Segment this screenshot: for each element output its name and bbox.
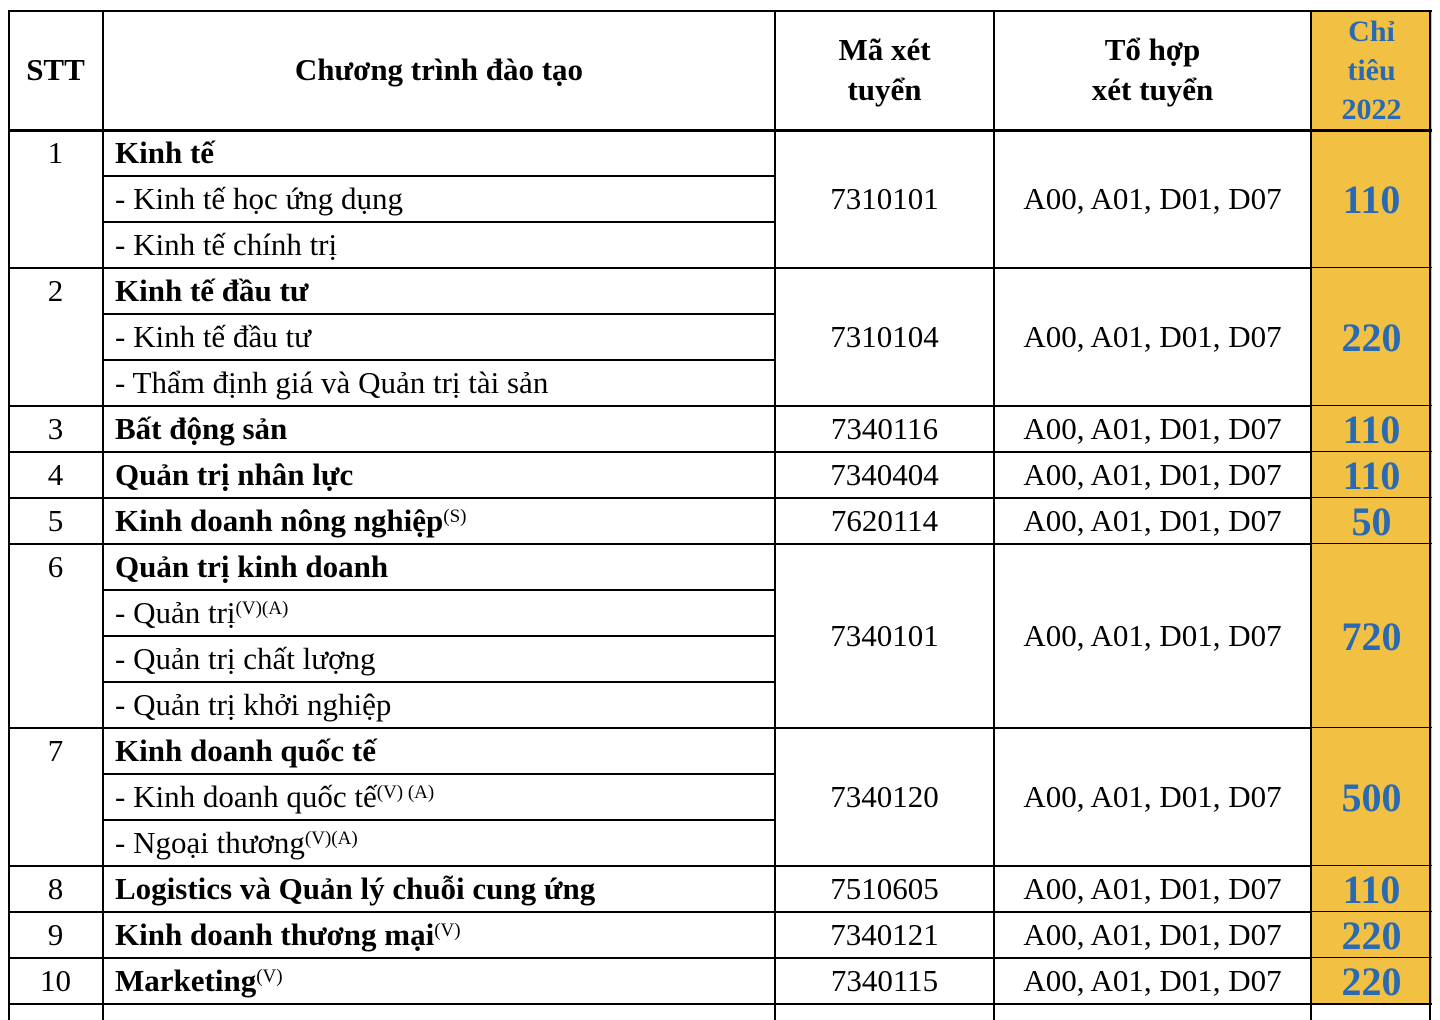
- program-name: Kinh doanh thương mại $^{(V)}$: [115, 917, 461, 952]
- row-stt: 6: [47, 549, 64, 584]
- program-text: - Quản trị khởi nghiệp: [115, 687, 392, 722]
- program-text: - Thẩm định giá và Quản trị tài sản: [115, 365, 549, 400]
- program-text: - Kinh tế chính trị: [115, 227, 338, 262]
- quota-value: 220: [1311, 958, 1432, 1004]
- program-row-divider: [103, 175, 775, 177]
- program-subitem: [103, 176, 775, 222]
- subject-combination: A00, A01, D01, D07: [1023, 319, 1282, 354]
- subject-combination: A00, A01, D01, D07: [1023, 181, 1282, 216]
- row-stt: 10: [40, 963, 71, 998]
- header-quota: [1311, 10, 1432, 130]
- header-program: [103, 10, 775, 130]
- header-quota-line2: tiêu: [1347, 53, 1396, 87]
- admission-code: 7340101: [830, 618, 939, 653]
- column-divider: [1429, 10, 1431, 1020]
- row-stt: 8: [47, 871, 64, 906]
- program-name: [103, 406, 775, 452]
- program-subitem: [103, 222, 775, 268]
- subject-combination: A00, A01, D01, D07: [1023, 457, 1282, 492]
- quota-value: 500: [1311, 728, 1432, 866]
- header-quota-line1: Chỉ: [1348, 14, 1395, 48]
- program-text: Kinh doanh quốc tế: [115, 733, 377, 768]
- column-divider: [102, 10, 104, 1020]
- program-text: Bất động sản: [115, 411, 288, 446]
- program-name: [103, 268, 775, 314]
- program-name: [103, 728, 775, 774]
- program-text: Kinh doanh thương mại: [115, 917, 435, 952]
- header-code: [775, 10, 994, 130]
- header-stt: [8, 10, 103, 130]
- program-text: Logistics và Quản lý chuỗi cung ứng: [115, 871, 596, 906]
- program-name: [103, 544, 775, 590]
- quota-value: 720: [1311, 544, 1432, 728]
- header-stt-text: STT: [26, 52, 85, 87]
- admission-code: 7340121: [830, 917, 939, 952]
- row-stt: 1: [47, 135, 64, 170]
- program-subitem: [103, 360, 775, 406]
- program-row-divider: [103, 681, 775, 683]
- row-stt: 4: [47, 457, 64, 492]
- program-subitem: - Quản trị $^{(V)(A)}$: [115, 595, 289, 630]
- admission-code: 7340120: [830, 779, 939, 814]
- header-combo-line1: Tổ hợp: [1104, 32, 1201, 67]
- admission-code: 7620114: [830, 503, 939, 538]
- program-row-divider: [103, 589, 775, 591]
- row-stt: 5: [47, 503, 64, 538]
- column-divider: [993, 10, 995, 1020]
- quota-value: 220: [1311, 268, 1432, 406]
- quota-value: 110: [1311, 406, 1432, 452]
- program-row-divider: [103, 773, 775, 775]
- program-text: - Ngoại thương: [115, 825, 305, 860]
- header-combo-line2: xét tuyển: [1091, 72, 1214, 107]
- program-name: [103, 866, 775, 912]
- subject-combination: A00, A01, D01, D07: [1023, 963, 1282, 998]
- program-text: - Kinh tế đầu tư: [115, 319, 311, 354]
- program-subitem: [103, 682, 775, 728]
- program-row-divider: [103, 819, 775, 821]
- header-combo: [994, 10, 1311, 130]
- program-text: - Kinh tế học ứng dụng: [115, 181, 404, 216]
- row-stt: 3: [47, 411, 64, 446]
- subject-combination: A00, A01, D01, D07: [1023, 917, 1282, 952]
- admission-code: 7340116: [830, 411, 939, 446]
- program-row-divider: [103, 359, 775, 361]
- quota-value: 110: [1311, 130, 1432, 268]
- quota-value: 220: [1311, 912, 1432, 958]
- header-code-line2: tuyển: [847, 72, 922, 107]
- row-stt: 2: [47, 273, 64, 308]
- program-subitem: - Kinh doanh quốc tế $^{(V) (A)}$: [115, 779, 435, 814]
- group-divider: [8, 1003, 1432, 1005]
- program-name: Kinh doanh nông nghiệp $^{(S)}$: [115, 503, 467, 538]
- program-text: Kinh tế: [115, 135, 215, 170]
- header-code-line1: Mã xét: [838, 32, 931, 67]
- program-subitem: [103, 314, 775, 360]
- program-text: - Quản trị chất lượng: [115, 641, 376, 676]
- program-text: Kinh tế đầu tư: [115, 273, 309, 308]
- program-text: Marketing: [115, 963, 257, 998]
- program-subitem: [103, 636, 775, 682]
- header-bottom-border: [8, 129, 1432, 132]
- subject-combination: A00, A01, D01, D07: [1023, 779, 1282, 814]
- program-row-divider: [103, 313, 775, 315]
- program-text: Quản trị kinh doanh: [115, 549, 389, 584]
- program-name: [103, 130, 775, 176]
- program-row-divider: [103, 635, 775, 637]
- table-top-border: [8, 10, 1432, 12]
- admission-code: 7510605: [830, 871, 939, 906]
- quota-value: 110: [1311, 452, 1432, 498]
- program-subitem: - Ngoại thương $^{(V)(A)}$: [115, 825, 358, 860]
- column-divider: [8, 10, 10, 1020]
- program-text: Quản trị nhân lực: [115, 457, 354, 492]
- header-program-text: Chương trình đào tạo: [294, 52, 584, 87]
- admission-code: 7310104: [830, 319, 939, 354]
- program-name: [103, 452, 775, 498]
- subject-combination: A00, A01, D01, D07: [1023, 871, 1282, 906]
- admission-code: 7340115: [830, 963, 939, 998]
- program-row-divider: [103, 221, 775, 223]
- program-text: - Kinh doanh quốc tế: [115, 779, 377, 814]
- row-stt: 9: [47, 917, 64, 952]
- header-quota-line3: 2022: [1341, 92, 1402, 126]
- column-divider: [1310, 10, 1312, 1020]
- program-name: Marketing $^{(V)}$: [115, 963, 283, 998]
- row-stt: 7: [47, 733, 64, 768]
- quota-value: 50: [1311, 498, 1432, 544]
- program-text: Kinh doanh nông nghiệp: [115, 503, 444, 538]
- admission-code: 7310101: [830, 181, 939, 216]
- admission-code: 7340404: [830, 457, 939, 492]
- quota-value: 110: [1311, 866, 1432, 912]
- column-divider: [774, 10, 776, 1020]
- program-text: - Quản trị: [115, 595, 236, 630]
- subject-combination: A00, A01, D01, D07: [1023, 503, 1282, 538]
- subject-combination: A00, A01, D01, D07: [1023, 618, 1282, 653]
- subject-combination: A00, A01, D01, D07: [1023, 411, 1282, 446]
